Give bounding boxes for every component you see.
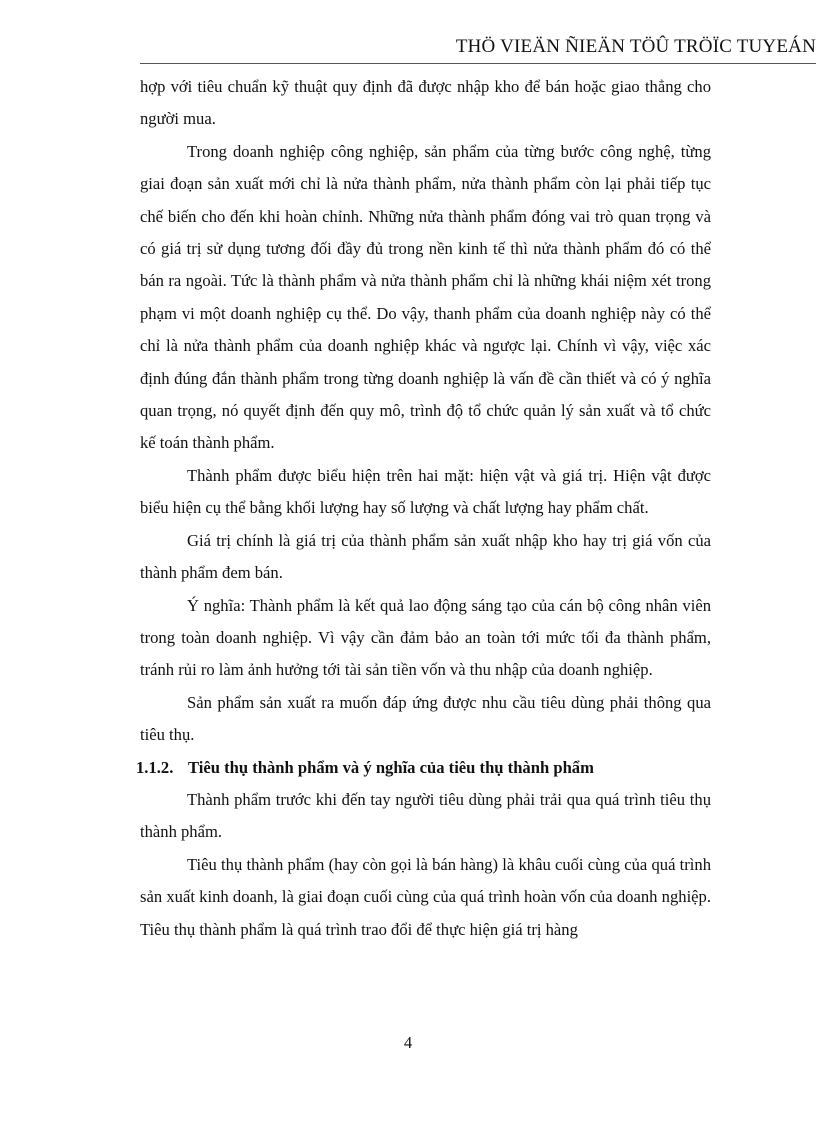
section-title: Tiêu thụ thành phẩm và ý nghĩa của tiêu thụ thành phẩm (188, 757, 594, 777)
paragraph: Trong doanh nghiệp công nghiệp, sản phẩm của từng bước công nghệ, từng giai đoạn sản xuất mới chỉ là nửa thành phẩm, nửa thành phẩm còn lại phải tiếp tục chế biến cho đến khi hoàn chỉnh. Những nửa thành phẩm đóng vai trò quan trọng và có giá trị sử dụng tương đối đầy đủ trong nền kinh tế thì nửa thành phẩm đó có thể bán ra ngoài. Tức là thành phẩm và nửa thành phẩm chỉ là những khái niệm xét trong phạm vi một doanh nghiệp cụ thể. Do vậy, thanh phẩm của doanh nghiệp này có thể chỉ là nửa thành phẩm của doanh nghiệp khác và ngược lại. Chính vì vậy, việc xác định đúng đắn thành phẩm trong từng doanh nghiệp là vấn đề cần thiết và có ý nghĩa quan trọng, nó quyết định đến quy mô, trình độ tổ chức quản lý sản xuất và tổ chức kế toán thành phẩm. (140, 141, 711, 453)
paragraph: Tiêu thụ thành phẩm (hay còn gọi là bán hàng) là khâu cuối cùng của quá trình sản xuất kinh doanh, là giai đoạn cuối cùng của quá trình hoàn vốn của doanh nghiệp. Tiêu thụ thành phẩm là quá trình trao đổi để thực hiện giá trị hàng (140, 854, 711, 939)
running-header: THÖ VIEÄN ÑIEÄN TÖÛ TRÖÏC TUYEÁN (455, 36, 816, 57)
paragraph: Thành phẩm được biểu hiện trên hai mặt: hiện vật và giá trị. Hiện vật được biểu hiện cụ thể bằng khối lượng hay số lượng và chất lượng hay phẩm chất. (140, 465, 711, 518)
header-rule (140, 63, 816, 64)
paragraph: Thành phẩm trước khi đến tay người tiêu dùng phải trải qua quá trình tiêu thụ thành phẩm. (140, 789, 711, 842)
section-number: 1.1.2. (136, 757, 174, 777)
document-body (136, 71, 711, 946)
page-number: 4 (403, 1033, 413, 1052)
section-heading (136, 752, 711, 784)
paragraph: Ý nghĩa: Thành phẩm là kết quả lao động sáng tạo của cán bộ công nhân viên trong toàn doanh nghiệp. Vì vậy cần đảm bảo an toàn tới mức tối đa thành phẩm, tránh rủi ro làm ảnh hưởng tới tài sản tiền vốn và thu nhập của doanh nghiệp. (140, 595, 711, 680)
paragraph: Sản phẩm sản xuất ra muốn đáp ứng được nhu cầu tiêu dùng phải thông qua tiêu thụ. (140, 692, 711, 745)
paragraph: Giá trị chính là giá trị của thành phẩm sản xuất nhập kho hay trị giá vốn của thành phẩm đem bán. (140, 530, 711, 583)
paragraph: hợp với tiêu chuẩn kỹ thuật quy định đã được nhập kho để bán hoặc giao thẳng cho người mua. (140, 77, 711, 129)
